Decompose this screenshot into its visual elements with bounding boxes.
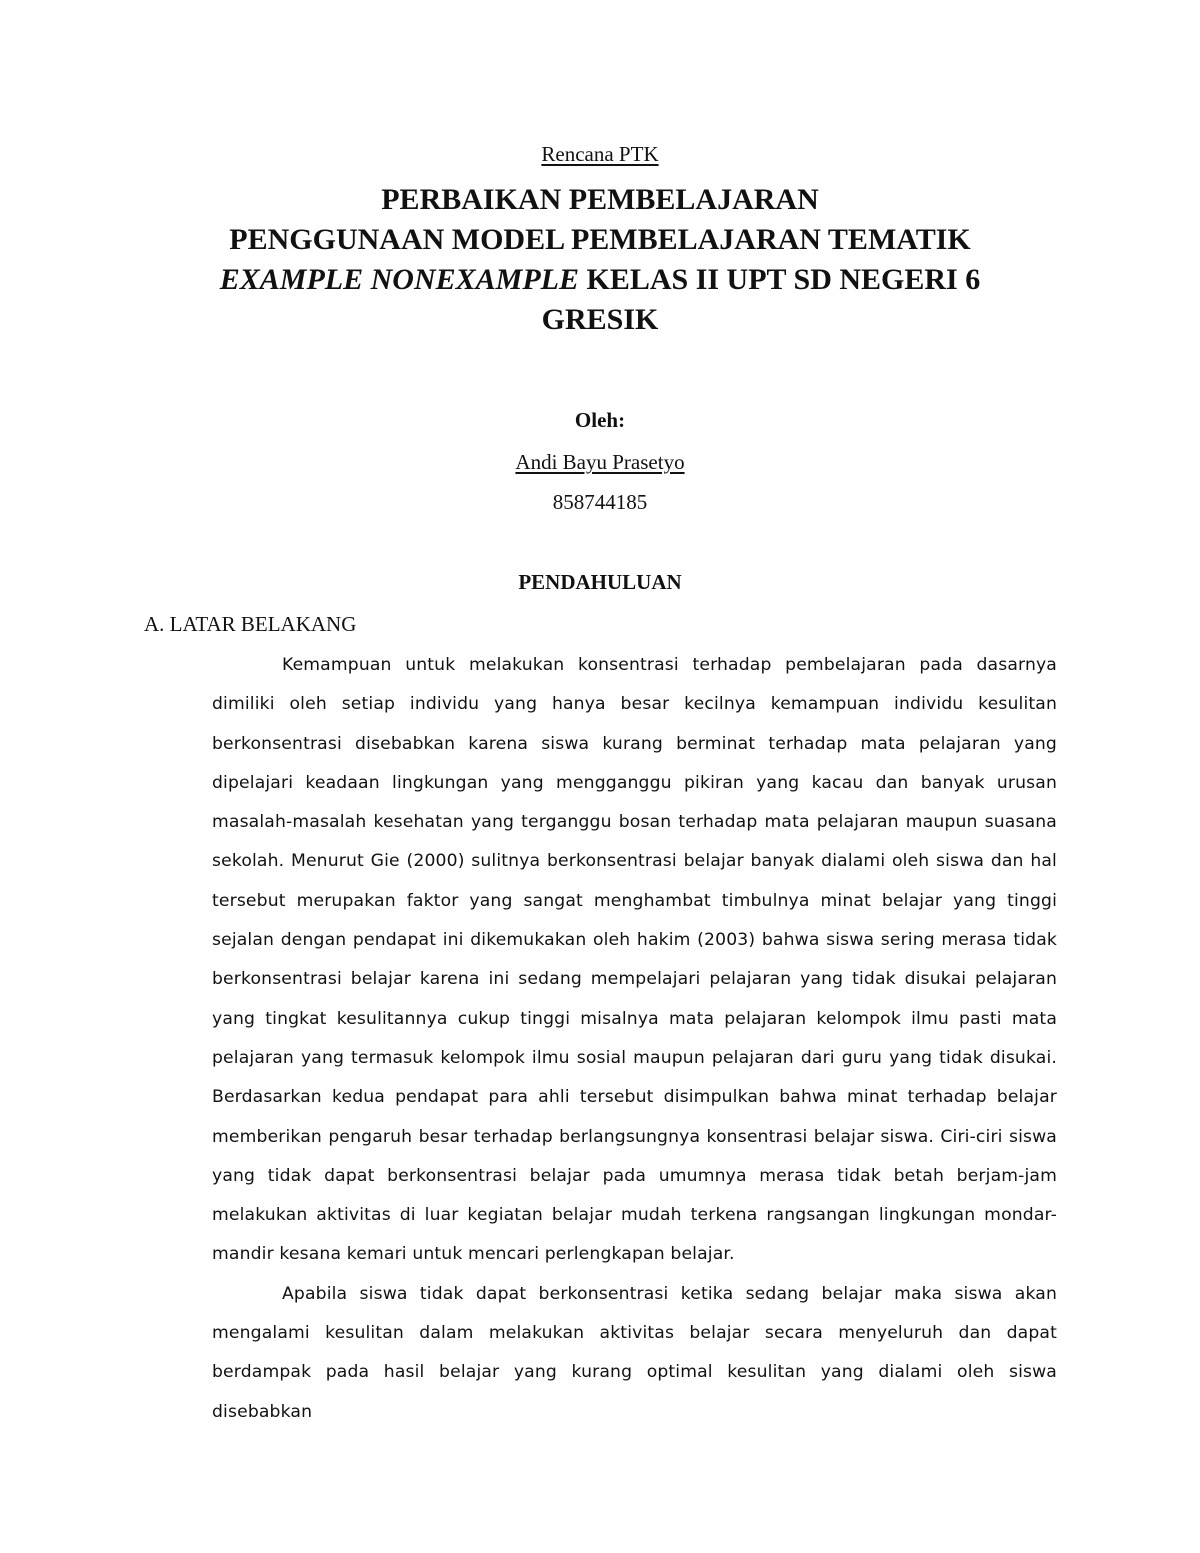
title-line-3-italic: EXAMPLE NONEXAMPLE [219,263,579,296]
paragraph: Kemampuan untuk melakukan konsentrasi terhadap pembelajaran pada dasarnya dimiliki oleh setiap individu yang hanya besar kecilnya kemampuan individu kesulitan berkonsentrasi disebabkan karena siswa kurang berminat terhadap mata pelajaran yang dipelajari keadaan lingkungan yang mengganggu pikiran yang kacau dan banyak urusan masalah-masalah kesehatan yang terganggu bosan terhadap mata pelajaran maupun suasana sekolah. Menurut Gie (2000) sulitnya berkonsentrasi belajar banyak dialami oleh siswa dan hal tersebut merupakan faktor yang sangat menghambat timbulnya minat belajar yang tinggi sejalan dengan pendapat ini dikemukakan oleh hakim (2003) bahwa siswa sering merasa tidak berkonsentrasi belajar karena ini sedang mempelajari pelajaran yang tidak disukai pelajaran yang tingkat kesulitannya cukup tinggi misalnya mata pelajaran kelompok ilmu pasti mata pelajaran yang termasuk kelompok ilmu sosial maupun pelajaran dari guru yang tidak disukai. Berdasarkan kedua pendapat para ahli tersebut disimpulkan bahwa minat terhadap belajar memberikan pengaruh besar terhadap berlangsungnya konsentrasi belajar siswa. Ciri-ciri siswa yang tidak dapat berkonsentrasi belajar pada umumnya merasa tidak betah berjam-jam melakukan aktivitas di luar kegiatan belajar mudah terkena rangsangan lingkungan mondar-mandir kesana kemari untuk mencari perlengkapan belajar. [212,655,1057,1265]
paragraph: Apabila siswa tidak dapat berkonsentrasi ketika sedang belajar maka siswa akan mengalami kesulitan dalam melakukan aktivitas belajar secara menyeluruh dan dapat berdampak pada hasil belajar yang kurang optimal kesulitan yang dialami oleh siswa disebabkan [212,1283,1057,1422]
author-name: Andi Bayu Prasetyo [515,450,685,474]
author-label: Oleh: [574,408,626,432]
title-line-3-rest: KELAS II UPT SD NEGERI 6 [579,263,981,296]
author-name-row [0,448,1200,476]
body-text [212,646,1057,1432]
title-line-2: PENGGUNAAN MODEL PEMBELAJARAN TEMATIK [229,223,971,256]
document-title [150,180,1050,340]
author-nim: 858744185 [552,490,648,514]
title-line-1: PERBAIKAN PEMBELAJARAN [381,183,819,216]
document-subtitle: Rencana PTK [541,142,659,166]
section-title: PENDAHULUAN [518,570,682,594]
title-line-4: GRESIK [541,303,659,336]
title-line-3 [150,260,1050,300]
section-subheading: A. LATAR BELAKANG [144,612,357,636]
